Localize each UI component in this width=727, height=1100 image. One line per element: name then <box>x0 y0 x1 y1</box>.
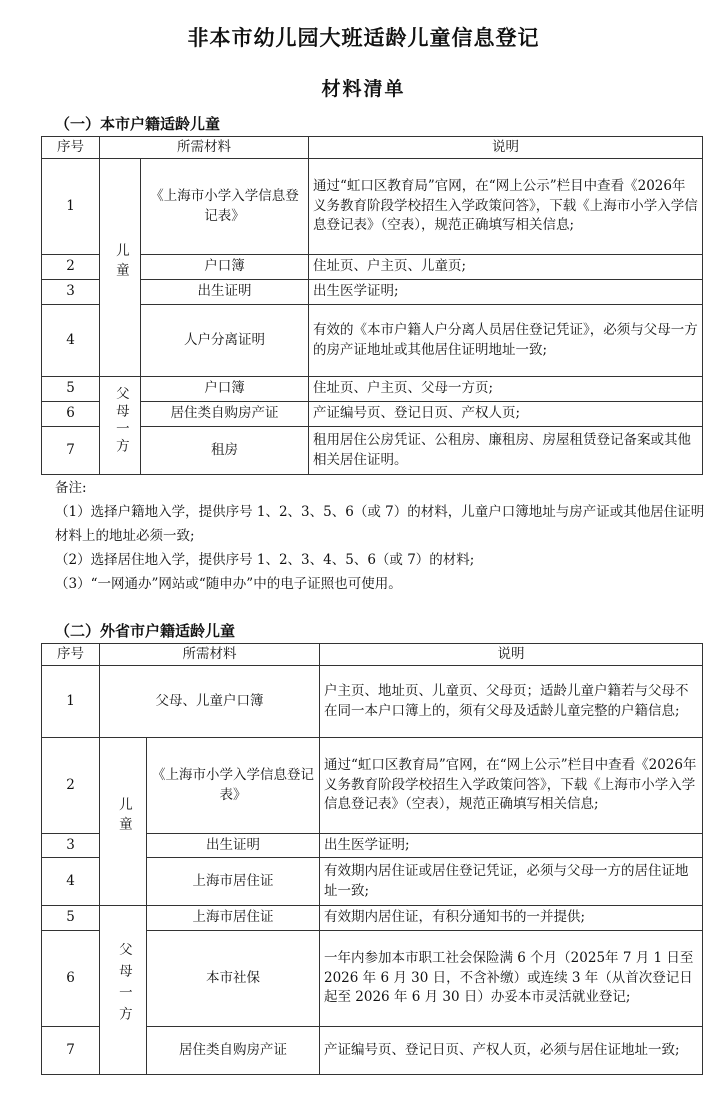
group-parent-text: 父母一方 <box>112 385 129 456</box>
group-child-text: 儿童 <box>115 797 132 837</box>
header-no: 序号 <box>42 137 100 159</box>
note-line: 备注: <box>55 480 87 496</box>
row-material: 上海市居住证 <box>147 858 320 906</box>
group-parent-label <box>100 377 141 475</box>
table-row <box>42 666 703 738</box>
note-line: （3）“一网通办”网站或“随申办”中的电子证照也可使用。 <box>55 576 402 592</box>
row-no: 2 <box>42 738 100 834</box>
row-no: 1 <box>42 159 100 255</box>
row-no: 6 <box>42 402 100 427</box>
header-material: 所需材料 <box>100 137 309 159</box>
row-material: 户口簿 <box>141 377 309 402</box>
table-row <box>42 738 703 834</box>
row-no: 2 <box>42 255 100 280</box>
row-desc: 有效期内居住证或居住登记凭证，必须与父母一方的居住证地址一致; <box>320 858 703 906</box>
row-desc: 户主页、地址页、儿童页、父母页；适龄儿童户籍若与父母不在同一本户口簿上的，须有父母及适龄儿童完整的户籍信息; <box>320 666 703 738</box>
row-desc: 一年内参加本市职工社会保险满 6 个月（2025年 7 月 1 日至 2026 年 6 月 30 日，不含补缴）或连续 3 年（从首次登记日起至 2026 年 6 月 30 日）办妥本市灵活就业登记; <box>320 931 703 1027</box>
row-material: 人户分离证明 <box>141 305 309 377</box>
row-desc: 出生医学证明; <box>320 834 703 858</box>
group-parent-label <box>100 906 147 1075</box>
row-material: 《上海市小学入学信息登记表》 <box>147 738 320 834</box>
group-child-label <box>100 159 141 377</box>
row-desc: 通过“虹口区教育局”官网，在“网上公示”栏目中查看《2026年义务教育阶段学校招生入学政策问答》，下载《上海市小学入学信息登记表》（空表），规范正确填写相关信息; <box>320 738 703 834</box>
row-no: 5 <box>42 377 100 402</box>
table-header-row <box>42 644 703 666</box>
row-material: 父母、儿童户口簿 <box>100 666 320 738</box>
row-desc: 租用居住公房凭证、公租房、廉租房、房屋租赁登记备案或其他相关居住证明。 <box>309 427 703 475</box>
section2-heading: （二）外省市户籍适龄儿童 <box>55 622 236 640</box>
section1-notes <box>55 476 705 596</box>
row-desc: 住址页、户主页、儿童页; <box>309 255 703 280</box>
row-material: 上海市居住证 <box>147 906 320 931</box>
table-row <box>42 906 703 931</box>
row-no: 7 <box>42 427 100 475</box>
row-desc: 住址页、户主页、父母一方页; <box>309 377 703 402</box>
note-line: （2）选择居住地入学，提供序号 1、2、3、4、5、6（或 7）的材料; <box>55 552 475 568</box>
row-material: 出生证明 <box>141 280 309 305</box>
header-material: 所需材料 <box>100 644 320 666</box>
row-no: 3 <box>42 280 100 305</box>
row-no: 5 <box>42 906 100 931</box>
row-material: 户口簿 <box>141 255 309 280</box>
row-material: 居住类自购房产证 <box>141 402 309 427</box>
row-no: 1 <box>42 666 100 738</box>
row-no: 7 <box>42 1027 100 1075</box>
table-row <box>42 255 703 280</box>
table-row <box>42 377 703 402</box>
header-desc: 说明 <box>320 644 703 666</box>
row-desc: 有效的《本市户籍人户分离人员居住登记凭证》，必须与父母一方的房产证地址或其他居住证明地址一致; <box>309 305 703 377</box>
table-row <box>42 159 703 255</box>
section1-heading: （一）本市户籍适龄儿童 <box>55 115 221 133</box>
document-title: 非本市幼儿园大班适龄儿童信息登记 <box>187 26 540 50</box>
section2-table <box>41 643 703 1075</box>
row-material: 租房 <box>141 427 309 475</box>
table-row <box>42 305 703 377</box>
row-desc: 通过“虹口区教育局”官网，在“网上公示”栏目中查看《2026年义务教育阶段学校招生入学政策问答》，下载《上海市小学入学信息登记表》（空表），规范正确填写相关信息; <box>309 159 703 255</box>
group-parent-text: 父母一方 <box>115 942 132 1029</box>
row-no: 4 <box>42 305 100 377</box>
row-material: 本市社保 <box>147 931 320 1027</box>
header-desc: 说明 <box>309 137 703 159</box>
row-desc: 出生医学证明; <box>309 280 703 305</box>
row-desc: 产证编号页、登记日页、产权人页，必须与居住证地址一致; <box>320 1027 703 1075</box>
table-row <box>42 427 703 475</box>
table-row <box>42 402 703 427</box>
row-material: 出生证明 <box>147 834 320 858</box>
table-row <box>42 280 703 305</box>
note-line: （1）选择户籍地入学，提供序号 1、2、3、5、6（或 7）的材料，儿童户口簿地址与房产证或其他居住证明材料上的地址必须一致; <box>55 504 705 544</box>
row-material: 《上海市小学入学信息登记表》 <box>141 159 309 255</box>
section1-table <box>41 136 703 475</box>
header-no: 序号 <box>42 644 100 666</box>
row-desc: 产证编号页、登记日页、产权人页; <box>309 402 703 427</box>
row-no: 3 <box>42 834 100 858</box>
row-material: 居住类自购房产证 <box>147 1027 320 1075</box>
row-no: 6 <box>42 931 100 1027</box>
row-no: 4 <box>42 858 100 906</box>
group-child-text: 儿童 <box>112 243 129 283</box>
table-header-row <box>42 137 703 159</box>
group-child-label <box>100 738 147 906</box>
document-subtitle: 材料清单 <box>321 78 406 100</box>
row-desc: 有效期内居住证，有积分通知书的一并提供; <box>320 906 703 931</box>
